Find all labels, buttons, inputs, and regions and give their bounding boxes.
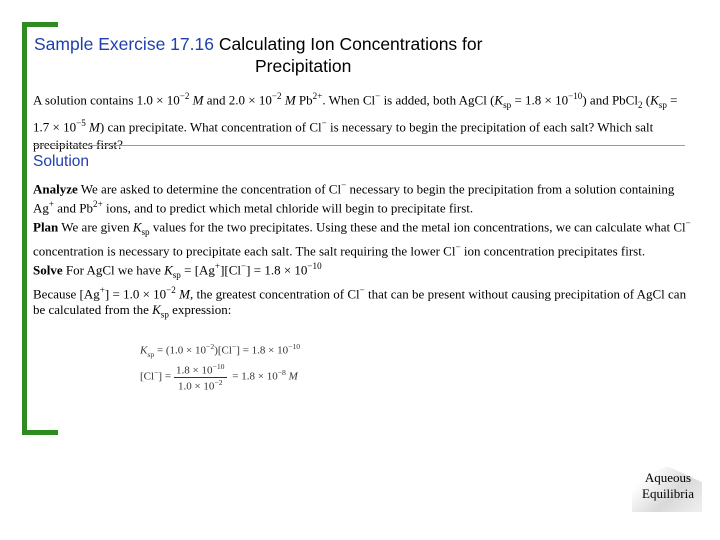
chapter-label-line-2: Equilibria — [642, 486, 694, 501]
solution-body — [33, 178, 693, 323]
because-paragraph: Because $[Ag^+] = 1.0 \times 10^{-2}$ M, the greatest concentration of Cl− that can be present without causing precipitation of AgCl can be calculated from the $K_{sp}$ expression: — [33, 285, 687, 320]
exercise-number: Sample Exercise 17.16 — [34, 34, 214, 54]
chapter-label-line-1: Aqueous — [644, 470, 692, 485]
chloride-concentration-equation: [Cl−] = $\frac{1.8 \times 10^{-10}}{1.0 \times 10^{-2}}$ = $1.8 \times 10^{-8}$ M — [140, 362, 298, 393]
chapter-label — [634, 470, 702, 502]
ksp-equation: $K_{sp} = (1.0 \times 10^{-2})[Cl^-] = 1.8 \times 10^{-10}$ — [140, 342, 301, 359]
solve-paragraph: Solve For AgCl we have $K_{sp} = [Ag^+][Cl^-] = 1.8 \times 10^{-10}$ — [33, 260, 322, 280]
fraction: $\frac{1.8 \times 10^{-10}}{1.0 \times 10^{-2}}$ — [176, 362, 225, 393]
title-line-1: Calculating Ion Concentrations for — [218, 34, 483, 54]
plan-paragraph: Plan We are given $K_{sp}$ values for the two precipitates. Using these and the metal ion concentrations, we can calculate what Cl− concentration is necessary to precipitate each salt. The salt requiring the lower Cl− ion concentration precipitates first. — [33, 217, 691, 259]
title-line-2: Precipitation — [255, 56, 352, 76]
section-divider — [33, 145, 685, 146]
solution-heading: Solution — [33, 153, 90, 170]
equation-block — [140, 338, 370, 398]
slide-title — [34, 33, 694, 77]
problem-statement: A solution contains $1.0 \times 10^{-2}$ M and $2.0 \times 10^{-2}$ M $Pb^{2+}$. When Cl− is added, both AgCl $(K_{sp} = 1.8 \times 10^{-10})$ and PbCl$_2$ ($K_{sp} = 1.7 \times 10^{-5}$ M) can precipitate. What concentration of Cl− is necessary to begin the precipitation of each salt? Which salt precipitates first? — [33, 91, 678, 153]
analyze-paragraph: Analyze We are asked to determine the concentration of Cl− necessary to begin the precipitation from a solution containing Ag+ and $Pb^{2+}$ ions, and to predict which metal chloride will begin to precipitate first. — [33, 180, 675, 216]
